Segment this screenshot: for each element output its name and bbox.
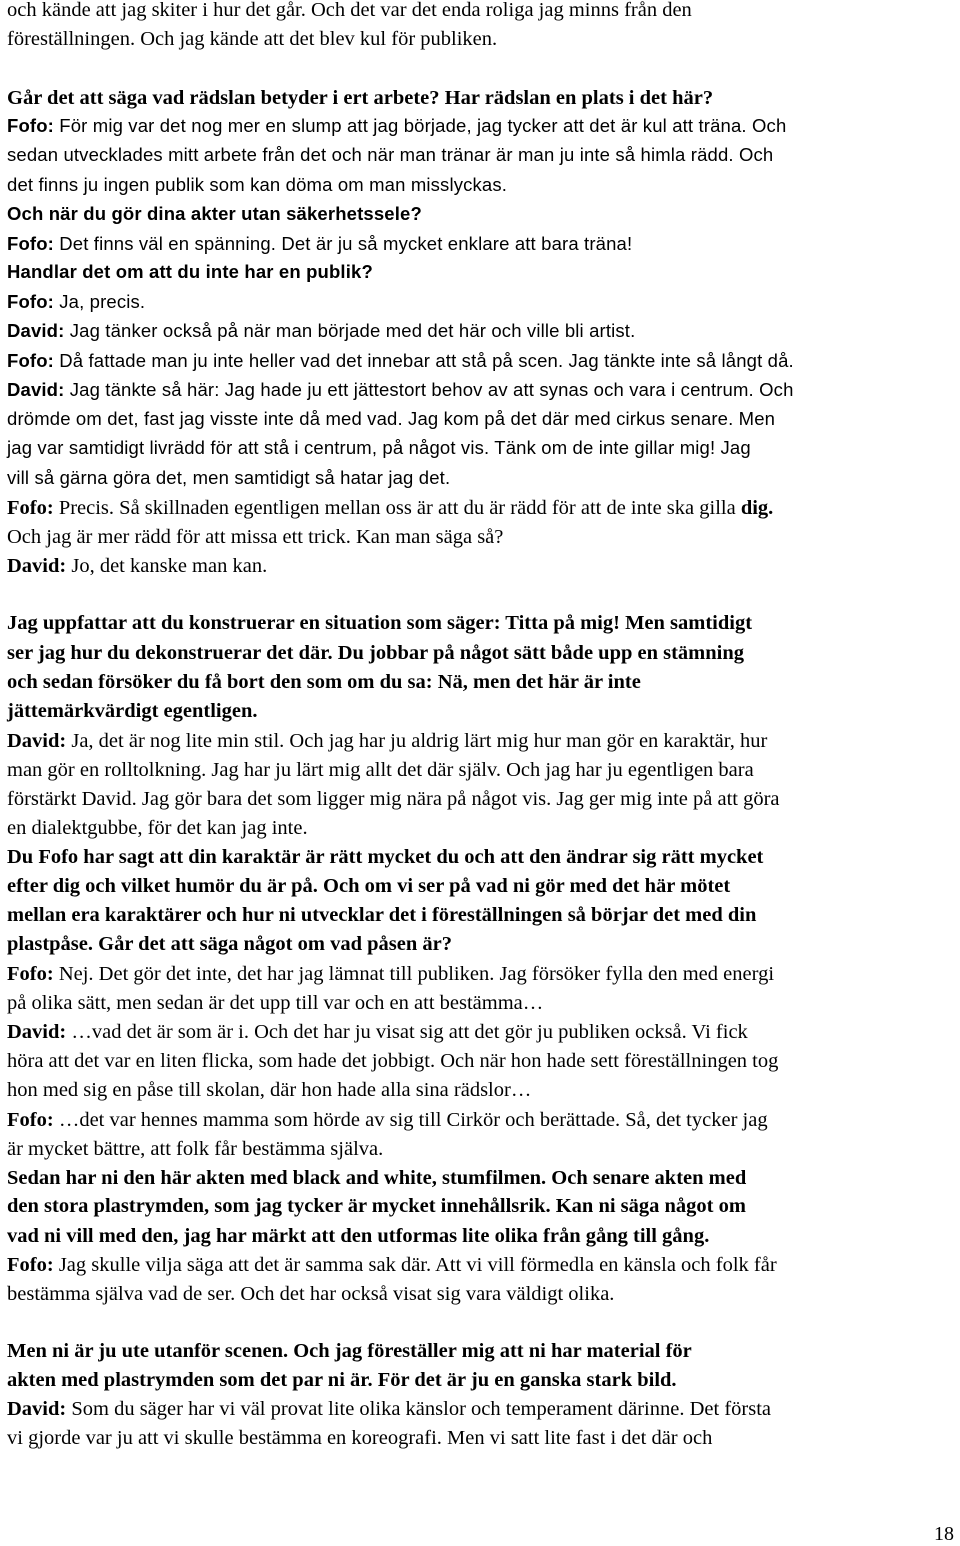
text-line [7, 205, 422, 224]
bold-text: Går det att säga vad rädslan betyder i ert arbete? Har rädslan en plats i det här? [7, 87, 714, 109]
body-text: Ja, precis. [59, 291, 146, 312]
bold-text: dig. [740, 497, 774, 519]
body-text: vill så gärna göra det, men samtidigt så hatar jag det. [7, 467, 451, 488]
text-line [7, 613, 752, 634]
text-line [7, 381, 794, 400]
text-line [7, 352, 794, 371]
text-line [7, 439, 751, 458]
text-line [7, 672, 641, 693]
text-line [7, 469, 450, 488]
bold-text: Jag uppfattar att du konstruerar en situation som säger: Titta på mig! Men samtidigt [7, 612, 753, 634]
bold-text: David: [7, 1021, 72, 1043]
body-text: Jag tänkte så här: Jag hade ju ett jättestort behov av att synas och vara i centrum. Och [69, 379, 794, 400]
body-text: höra att det var en liten flicka, som hade det jobbigt. Och när hon hade sett föreställningen tog [7, 1050, 779, 1072]
bold-text: Fofo: [7, 497, 59, 519]
text-line [7, 293, 145, 312]
bold-text: Fofo: [7, 963, 59, 985]
bold-text: Fofo: [7, 115, 60, 136]
text-line [7, 263, 373, 282]
bold-text: plastpåse. Går det att säga något om vad påsen är? [7, 933, 452, 955]
text-line [7, 760, 754, 781]
bold-text: Och när du gör dina akter utan säkerhetssele? [7, 203, 422, 224]
body-text: och kände att jag skiter i hur det går. Och det var det enda roliga jag minns från den [7, 0, 692, 21]
bold-text: ser jag hur du dekonstruerar det där. Du jobbar på något sätt både upp en stämning [7, 642, 744, 664]
text-line [7, 964, 774, 985]
text-line [7, 1399, 771, 1420]
bold-text: Du Fofo har sagt att din karaktär är rätt mycket du och att den ändrar sig rätt mycket [7, 846, 764, 868]
bold-text: Fofo: [7, 233, 60, 254]
text-line [7, 1284, 614, 1305]
body-text: på olika sätt, men sedan är det upp till var och en att bestämma… [7, 992, 544, 1014]
text-line [7, 643, 744, 664]
text-line [7, 1370, 677, 1391]
text-line [7, 934, 452, 955]
bold-text: Sedan har ni den här akten med black and white, stumfilmen. Och senare akten med [7, 1167, 747, 1189]
bold-text: David: [7, 730, 72, 752]
text-line [7, 410, 775, 429]
text-line [7, 701, 258, 722]
bold-text: Handlar det om att du inte har en publik? [7, 261, 373, 282]
text-line [7, 905, 756, 926]
text-line [7, 993, 543, 1014]
text-line [7, 556, 267, 577]
text-line [7, 1110, 768, 1131]
body-text: jag var samtidigt livrädd för att stå i centrum, på något vis. Tänk om de inte gillar mig! Jag [7, 437, 751, 458]
bold-text: Fofo: [7, 1109, 59, 1131]
bold-text: Men ni är ju ute utanför scenen. Och jag föreställer mig att ni har material för [7, 1340, 692, 1362]
text-line [7, 176, 507, 195]
body-text: Jag skulle vilja säga att det är samma sak där. Att vi vill förmedla en känsla och folk får [58, 1254, 777, 1276]
page-number: 18 [934, 1523, 954, 1545]
body-text: Då fattade man ju inte heller vad det innebar att stå på scen. Jag tänkte inte så långt då. [59, 350, 794, 371]
text-line [7, 527, 503, 548]
body-text: hon med sig en påse till skolan, där hon hade alla sina rädslor… [7, 1079, 532, 1101]
text-line [7, 789, 780, 810]
body-text: Ja, det är nog lite min stil. Och jag har ju aldrig lärt mig hur man gör en karaktär, hur [71, 730, 768, 752]
bold-text: den stora plastrymden, som jag tycker är mycket innehållsrik. Kan ni säga något om [7, 1195, 746, 1217]
bold-text: jättemärkvärdigt egentligen. [7, 700, 258, 722]
bold-text: vad ni vill med den, jag har märkt att den utformas lite olika från gång till gång. [7, 1225, 710, 1247]
bold-text: och sedan försöker du få bort den som om du sa: Nä, men det här är inte [7, 671, 641, 693]
text-line [7, 1341, 692, 1362]
body-text: För mig var det nog mer en slump att jag började, jag tycker att det är kul att träna. Och [59, 115, 787, 136]
body-text: Det finns väl en spänning. Det är ju så mycket enklare att bara träna! [59, 233, 633, 254]
body-text: det finns ju ingen publik som kan döma om man misslyckas. [7, 174, 508, 195]
text-line [7, 235, 632, 254]
body-text: Som du säger har vi väl provat lite olika känslor och temperament därinne. Det första [71, 1398, 771, 1420]
body-text: drömde om det, fast jag visste inte då med vad. Jag kom på det där med cirkus senare. Men [7, 408, 776, 429]
text-line [7, 117, 786, 136]
body-text: Och jag är mer rädd för att missa ett trick. Kan man säga så? [7, 526, 504, 548]
body-text: Precis. Så skillnaden egentligen mellan oss är att du är rädd för att de inte ska gilla [58, 497, 741, 519]
text-line [7, 1168, 746, 1189]
text-line [7, 88, 713, 109]
body-text: en dialektgubbe, för det kan jag inte. [7, 817, 308, 839]
bold-text: David: [7, 555, 72, 577]
body-text: …vad det är som är i. Och det har ju visat sig att det gör ju publiken också. Vi fick [71, 1021, 748, 1043]
text-line [7, 731, 767, 752]
text-line [7, 1051, 778, 1072]
text-line [7, 1080, 531, 1101]
bold-text: David: [7, 320, 70, 341]
text-line [7, 0, 692, 21]
bold-text: mellan era karaktärer och hur ni utvecklar det i föreställningen så börjar det med din [7, 904, 757, 926]
body-text: man gör en rolltolkning. Jag har ju lärt mig allt det där själv. Och jag har ju egentligen bara [7, 759, 754, 781]
text-line [7, 818, 308, 839]
body-text: vi gjorde var ju att vi skulle bestämma en koreografi. Men vi satt lite fast i det där och [7, 1427, 713, 1449]
text-line [7, 1428, 712, 1449]
bold-text: Fofo: [7, 291, 60, 312]
body-text: sedan utvecklades mitt arbete från det och när man tränar är man ju inte så himla rädd. Och [7, 144, 774, 165]
bold-text: Fofo: [7, 350, 60, 371]
text-line [7, 1255, 777, 1276]
text-line [7, 1196, 746, 1217]
body-text: Nej. Det gör det inte, det har jag lämnat till publiken. Jag försöker fylla den med energi [58, 963, 775, 985]
text-line [7, 1022, 748, 1043]
bold-text: Fofo: [7, 1254, 59, 1276]
text-line [7, 146, 773, 165]
body-text: Jag tänker också på när man började med det här och ville bli artist. [69, 320, 636, 341]
text-line [7, 876, 730, 897]
body-text: är mycket bättre, att folk får bestämma själva. [7, 1138, 384, 1160]
bold-text: David: [7, 1398, 72, 1420]
bold-text: David: [7, 379, 70, 400]
body-text: föreställningen. Och jag kände att det blev kul för publiken. [7, 28, 498, 50]
bold-text: akten med plastrymden som det par ni är. För det är ju en ganska stark bild. [7, 1369, 677, 1391]
body-text: bestämma själva vad de ser. Och det har också visat sig vara väldigt olika. [7, 1283, 615, 1305]
bold-text: efter dig och vilket humör du är på. Och om vi ser på vad ni gör med det här mötet [7, 875, 731, 897]
text-line [7, 1139, 383, 1160]
body-text: Jo, det kanske man kan. [71, 555, 268, 577]
text-line [7, 498, 773, 519]
text-line [7, 1226, 709, 1247]
text-line [7, 847, 763, 868]
body-text: …det var hennes mamma som hörde av sig till Cirkör och berättade. Så, det tycker jag [58, 1109, 768, 1131]
body-text: förstärkt David. Jag gör bara det som ligger mig nära på något vis. Jag ger mig inte på att göra [7, 788, 780, 810]
text-line [7, 322, 635, 341]
text-line [7, 29, 497, 50]
